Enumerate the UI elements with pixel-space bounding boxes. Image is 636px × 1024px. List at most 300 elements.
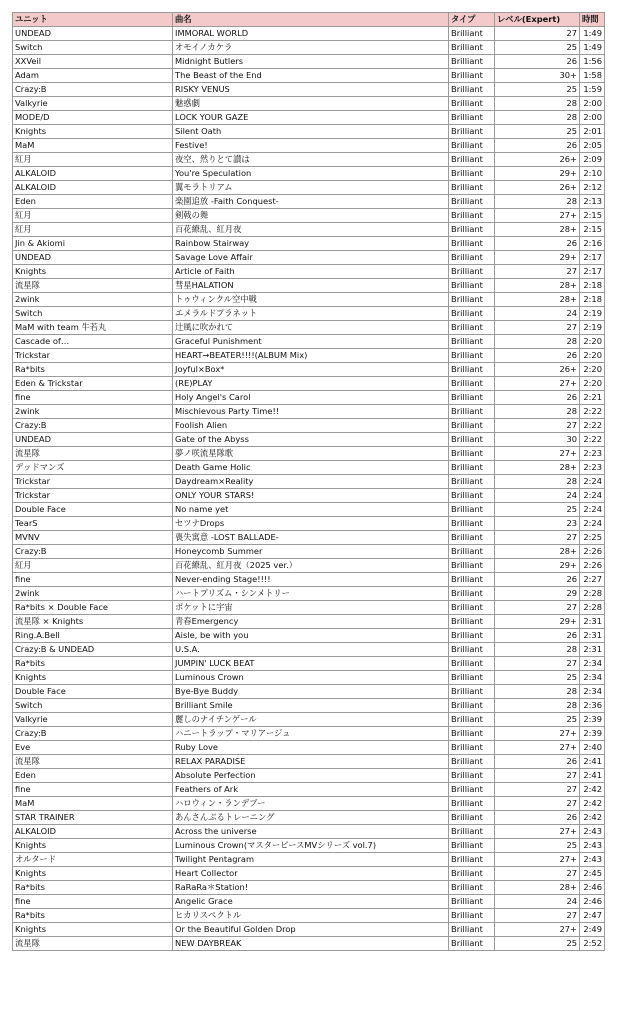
- cell-song[interactable]: ヒカリスペクトル: [173, 909, 449, 923]
- cell-type[interactable]: Brilliant: [449, 223, 495, 237]
- header-type[interactable]: タイプ: [449, 13, 495, 27]
- cell-unit[interactable]: UNDEAD: [13, 251, 173, 265]
- cell-time[interactable]: 2:42: [580, 797, 605, 811]
- cell-song[interactable]: 辻風に吹かれて: [173, 321, 449, 335]
- header-time[interactable]: 時間: [580, 13, 605, 27]
- cell-unit[interactable]: ALKALOID: [13, 167, 173, 181]
- cell-level[interactable]: 29+: [495, 251, 580, 265]
- cell-song[interactable]: ONLY YOUR STARS!: [173, 489, 449, 503]
- cell-type[interactable]: Brilliant: [449, 727, 495, 741]
- cell-type[interactable]: Brilliant: [449, 293, 495, 307]
- cell-unit[interactable]: Adam: [13, 69, 173, 83]
- cell-song[interactable]: ハロウィン・ランデブー: [173, 797, 449, 811]
- cell-time[interactable]: 2:22: [580, 433, 605, 447]
- cell-time[interactable]: 2:27: [580, 573, 605, 587]
- cell-type[interactable]: Brilliant: [449, 895, 495, 909]
- cell-unit[interactable]: Double Face: [13, 685, 173, 699]
- cell-song[interactable]: The Beast of the End: [173, 69, 449, 83]
- cell-level[interactable]: 24: [495, 307, 580, 321]
- cell-level[interactable]: 26: [495, 55, 580, 69]
- cell-time[interactable]: 1:49: [580, 27, 605, 41]
- cell-level[interactable]: 27: [495, 601, 580, 615]
- cell-unit[interactable]: Switch: [13, 41, 173, 55]
- cell-time[interactable]: 2:47: [580, 909, 605, 923]
- cell-time[interactable]: 2:21: [580, 391, 605, 405]
- cell-level[interactable]: 28+: [495, 881, 580, 895]
- cell-type[interactable]: Brilliant: [449, 209, 495, 223]
- cell-song[interactable]: Twilight Pentagram: [173, 853, 449, 867]
- cell-type[interactable]: Brilliant: [449, 587, 495, 601]
- cell-song[interactable]: Absolute Perfection: [173, 769, 449, 783]
- cell-unit[interactable]: MaM: [13, 797, 173, 811]
- cell-type[interactable]: Brilliant: [449, 125, 495, 139]
- cell-time[interactable]: 2:22: [580, 419, 605, 433]
- cell-unit[interactable]: 紅月: [13, 153, 173, 167]
- cell-time[interactable]: 2:52: [580, 937, 605, 951]
- cell-unit[interactable]: ALKALOID: [13, 825, 173, 839]
- cell-song[interactable]: Or the Beautiful Golden Drop: [173, 923, 449, 937]
- cell-level[interactable]: 30+: [495, 69, 580, 83]
- cell-level[interactable]: 24: [495, 895, 580, 909]
- cell-level[interactable]: 26+: [495, 153, 580, 167]
- cell-time[interactable]: 2:23: [580, 461, 605, 475]
- cell-type[interactable]: Brilliant: [449, 615, 495, 629]
- cell-song[interactable]: ポケットに宇宙: [173, 601, 449, 615]
- cell-time[interactable]: 2:24: [580, 503, 605, 517]
- cell-type[interactable]: Brilliant: [449, 713, 495, 727]
- cell-unit[interactable]: 流星隊: [13, 447, 173, 461]
- cell-time[interactable]: 2:31: [580, 643, 605, 657]
- cell-type[interactable]: Brilliant: [449, 377, 495, 391]
- cell-type[interactable]: Brilliant: [449, 195, 495, 209]
- cell-time[interactable]: 2:20: [580, 363, 605, 377]
- cell-type[interactable]: Brilliant: [449, 251, 495, 265]
- header-unit[interactable]: ユニット: [13, 13, 173, 27]
- cell-unit[interactable]: Trickstar: [13, 349, 173, 363]
- cell-level[interactable]: 27+: [495, 825, 580, 839]
- cell-song[interactable]: Graceful Punishment: [173, 335, 449, 349]
- cell-unit[interactable]: ALKALOID: [13, 181, 173, 195]
- cell-time[interactable]: 2:12: [580, 181, 605, 195]
- cell-song[interactable]: HEART→BEATER!!!!(ALBUM Mix): [173, 349, 449, 363]
- cell-level[interactable]: 29: [495, 587, 580, 601]
- cell-type[interactable]: Brilliant: [449, 139, 495, 153]
- cell-level[interactable]: 29+: [495, 559, 580, 573]
- cell-unit[interactable]: Eden: [13, 195, 173, 209]
- cell-song[interactable]: Never-ending Stage!!!!: [173, 573, 449, 587]
- cell-type[interactable]: Brilliant: [449, 517, 495, 531]
- cell-unit[interactable]: Trickstar: [13, 475, 173, 489]
- cell-time[interactable]: 2:17: [580, 265, 605, 279]
- cell-level[interactable]: 28: [495, 111, 580, 125]
- cell-unit[interactable]: 紅月: [13, 209, 173, 223]
- cell-level[interactable]: 27: [495, 797, 580, 811]
- cell-type[interactable]: Brilliant: [449, 545, 495, 559]
- cell-type[interactable]: Brilliant: [449, 419, 495, 433]
- cell-song[interactable]: 喪失寓意 -LOST BALLADE-: [173, 531, 449, 545]
- cell-unit[interactable]: Eve: [13, 741, 173, 755]
- cell-song[interactable]: 翼モラトリアム: [173, 181, 449, 195]
- cell-level[interactable]: 28: [495, 699, 580, 713]
- cell-level[interactable]: 28: [495, 405, 580, 419]
- cell-unit[interactable]: UNDEAD: [13, 27, 173, 41]
- cell-level[interactable]: 28: [495, 335, 580, 349]
- cell-unit[interactable]: 2wink: [13, 405, 173, 419]
- cell-level[interactable]: 28: [495, 97, 580, 111]
- cell-song[interactable]: Across the universe: [173, 825, 449, 839]
- cell-time[interactable]: 2:39: [580, 727, 605, 741]
- cell-song[interactable]: Honeycomb Summer: [173, 545, 449, 559]
- cell-song[interactable]: Silent Oath: [173, 125, 449, 139]
- cell-level[interactable]: 28+: [495, 293, 580, 307]
- cell-type[interactable]: Brilliant: [449, 657, 495, 671]
- cell-level[interactable]: 27+: [495, 741, 580, 755]
- cell-time[interactable]: 1:56: [580, 55, 605, 69]
- cell-song[interactable]: Luminous Crown: [173, 671, 449, 685]
- cell-time[interactable]: 2:01: [580, 125, 605, 139]
- cell-song[interactable]: Aisle, be with you: [173, 629, 449, 643]
- cell-type[interactable]: Brilliant: [449, 475, 495, 489]
- cell-unit[interactable]: 2wink: [13, 587, 173, 601]
- cell-unit[interactable]: fine: [13, 783, 173, 797]
- cell-time[interactable]: 2:25: [580, 531, 605, 545]
- cell-type[interactable]: Brilliant: [449, 237, 495, 251]
- cell-type[interactable]: Brilliant: [449, 307, 495, 321]
- cell-type[interactable]: Brilliant: [449, 41, 495, 55]
- cell-type[interactable]: Brilliant: [449, 279, 495, 293]
- cell-type[interactable]: Brilliant: [449, 363, 495, 377]
- cell-song[interactable]: オモイノカケラ: [173, 41, 449, 55]
- cell-unit[interactable]: Knights: [13, 839, 173, 853]
- cell-song[interactable]: Feathers of Ark: [173, 783, 449, 797]
- cell-time[interactable]: 2:20: [580, 377, 605, 391]
- cell-time[interactable]: 2:31: [580, 615, 605, 629]
- cell-level[interactable]: 26: [495, 139, 580, 153]
- cell-level[interactable]: 30: [495, 433, 580, 447]
- cell-type[interactable]: Brilliant: [449, 601, 495, 615]
- cell-unit[interactable]: UNDEAD: [13, 433, 173, 447]
- cell-time[interactable]: 2:41: [580, 755, 605, 769]
- cell-unit[interactable]: fine: [13, 895, 173, 909]
- cell-level[interactable]: 27: [495, 419, 580, 433]
- cell-level[interactable]: 25: [495, 671, 580, 685]
- cell-type[interactable]: Brilliant: [449, 167, 495, 181]
- cell-time[interactable]: 2:26: [580, 545, 605, 559]
- cell-type[interactable]: Brilliant: [449, 685, 495, 699]
- cell-level[interactable]: 27: [495, 321, 580, 335]
- cell-unit[interactable]: Ra*bits: [13, 363, 173, 377]
- cell-type[interactable]: Brilliant: [449, 391, 495, 405]
- cell-level[interactable]: 28+: [495, 545, 580, 559]
- cell-song[interactable]: Gate of the Abyss: [173, 433, 449, 447]
- cell-time[interactable]: 2:26: [580, 559, 605, 573]
- cell-song[interactable]: NEW DAYBREAK: [173, 937, 449, 951]
- cell-level[interactable]: 27: [495, 867, 580, 881]
- cell-song[interactable]: Brilliant Smile: [173, 699, 449, 713]
- cell-time[interactable]: 2:24: [580, 489, 605, 503]
- cell-level[interactable]: 23: [495, 517, 580, 531]
- cell-level[interactable]: 25: [495, 713, 580, 727]
- cell-song[interactable]: 百花繚乱、紅月夜（2025 ver.）: [173, 559, 449, 573]
- cell-unit[interactable]: fine: [13, 391, 173, 405]
- cell-song[interactable]: Foolish Alien: [173, 419, 449, 433]
- cell-time[interactable]: 2:39: [580, 713, 605, 727]
- cell-type[interactable]: Brilliant: [449, 335, 495, 349]
- cell-unit[interactable]: Crazy:B: [13, 83, 173, 97]
- cell-unit[interactable]: Trickstar: [13, 489, 173, 503]
- cell-song[interactable]: Joyful×Box*: [173, 363, 449, 377]
- cell-song[interactable]: Holy Angel's Carol: [173, 391, 449, 405]
- cell-time[interactable]: 2:19: [580, 307, 605, 321]
- cell-time[interactable]: 2:20: [580, 335, 605, 349]
- cell-unit[interactable]: オルタード: [13, 853, 173, 867]
- cell-unit[interactable]: Eden & Trickstar: [13, 377, 173, 391]
- cell-unit[interactable]: Knights: [13, 867, 173, 881]
- cell-song[interactable]: Ruby Love: [173, 741, 449, 755]
- cell-level[interactable]: 27+: [495, 853, 580, 867]
- cell-time[interactable]: 2:09: [580, 153, 605, 167]
- cell-level[interactable]: 27+: [495, 209, 580, 223]
- cell-time[interactable]: 1:49: [580, 41, 605, 55]
- cell-level[interactable]: 27: [495, 657, 580, 671]
- header-level[interactable]: レベル(Expert): [495, 13, 580, 27]
- cell-unit[interactable]: Switch: [13, 699, 173, 713]
- cell-unit[interactable]: Knights: [13, 671, 173, 685]
- cell-time[interactable]: 2:49: [580, 923, 605, 937]
- cell-level[interactable]: 25: [495, 839, 580, 853]
- cell-time[interactable]: 2:00: [580, 97, 605, 111]
- cell-song[interactable]: Rainbow Stairway: [173, 237, 449, 251]
- cell-time[interactable]: 2:00: [580, 111, 605, 125]
- cell-level[interactable]: 28: [495, 643, 580, 657]
- cell-song[interactable]: Daydream×Reality: [173, 475, 449, 489]
- cell-song[interactable]: 楽園追放 -Faith Conquest-: [173, 195, 449, 209]
- cell-song[interactable]: Mischievous Party Time!!: [173, 405, 449, 419]
- cell-time[interactable]: 2:23: [580, 447, 605, 461]
- cell-type[interactable]: Brilliant: [449, 629, 495, 643]
- cell-song[interactable]: 剣戟の舞: [173, 209, 449, 223]
- cell-type[interactable]: Brilliant: [449, 825, 495, 839]
- cell-type[interactable]: Brilliant: [449, 769, 495, 783]
- cell-unit[interactable]: Jin & Akiomi: [13, 237, 173, 251]
- cell-type[interactable]: Brilliant: [449, 503, 495, 517]
- cell-time[interactable]: 2:40: [580, 741, 605, 755]
- cell-song[interactable]: 青春Emergency: [173, 615, 449, 629]
- cell-time[interactable]: 2:13: [580, 195, 605, 209]
- cell-song[interactable]: あんさんぶるトレーニング: [173, 811, 449, 825]
- cell-type[interactable]: Brilliant: [449, 643, 495, 657]
- cell-unit[interactable]: Switch: [13, 307, 173, 321]
- cell-time[interactable]: 2:28: [580, 587, 605, 601]
- cell-level[interactable]: 26+: [495, 363, 580, 377]
- cell-type[interactable]: Brilliant: [449, 909, 495, 923]
- cell-type[interactable]: Brilliant: [449, 531, 495, 545]
- cell-type[interactable]: Brilliant: [449, 783, 495, 797]
- cell-time[interactable]: 2:46: [580, 895, 605, 909]
- cell-level[interactable]: 27: [495, 909, 580, 923]
- cell-unit[interactable]: 2wink: [13, 293, 173, 307]
- cell-time[interactable]: 1:59: [580, 83, 605, 97]
- cell-level[interactable]: 25: [495, 503, 580, 517]
- cell-song[interactable]: RELAX PARADISE: [173, 755, 449, 769]
- cell-type[interactable]: Brilliant: [449, 881, 495, 895]
- cell-time[interactable]: 2:24: [580, 517, 605, 531]
- cell-type[interactable]: Brilliant: [449, 433, 495, 447]
- cell-unit[interactable]: XXVeil: [13, 55, 173, 69]
- cell-unit[interactable]: Ra*bits: [13, 909, 173, 923]
- cell-unit[interactable]: Crazy:B: [13, 727, 173, 741]
- cell-type[interactable]: Brilliant: [449, 671, 495, 685]
- cell-time[interactable]: 2:43: [580, 825, 605, 839]
- cell-song[interactable]: RISKY VENUS: [173, 83, 449, 97]
- cell-unit[interactable]: Ring.A.Bell: [13, 629, 173, 643]
- cell-type[interactable]: Brilliant: [449, 181, 495, 195]
- cell-unit[interactable]: Crazy:B & UNDEAD: [13, 643, 173, 657]
- cell-unit[interactable]: Valkyrie: [13, 713, 173, 727]
- cell-level[interactable]: 28+: [495, 223, 580, 237]
- cell-unit[interactable]: Double Face: [13, 503, 173, 517]
- cell-level[interactable]: 26+: [495, 181, 580, 195]
- cell-unit[interactable]: Ra*bits: [13, 881, 173, 895]
- cell-level[interactable]: 26: [495, 573, 580, 587]
- cell-type[interactable]: Brilliant: [449, 839, 495, 853]
- cell-level[interactable]: 28: [495, 475, 580, 489]
- cell-unit[interactable]: fine: [13, 573, 173, 587]
- cell-level[interactable]: 28+: [495, 279, 580, 293]
- cell-level[interactable]: 27: [495, 783, 580, 797]
- cell-song[interactable]: 魅惑劇: [173, 97, 449, 111]
- cell-unit[interactable]: Knights: [13, 125, 173, 139]
- cell-type[interactable]: Brilliant: [449, 853, 495, 867]
- cell-level[interactable]: 25: [495, 41, 580, 55]
- cell-time[interactable]: 2:18: [580, 293, 605, 307]
- cell-level[interactable]: 28: [495, 685, 580, 699]
- cell-type[interactable]: Brilliant: [449, 755, 495, 769]
- cell-time[interactable]: 2:05: [580, 139, 605, 153]
- cell-song[interactable]: 麗しのナイチンゲール: [173, 713, 449, 727]
- cell-level[interactable]: 29+: [495, 167, 580, 181]
- cell-type[interactable]: Brilliant: [449, 923, 495, 937]
- cell-unit[interactable]: Valkyrie: [13, 97, 173, 111]
- cell-time[interactable]: 2:45: [580, 867, 605, 881]
- cell-type[interactable]: Brilliant: [449, 405, 495, 419]
- cell-time[interactable]: 2:15: [580, 223, 605, 237]
- cell-unit[interactable]: STAR TRAINER: [13, 811, 173, 825]
- cell-song[interactable]: 夜空、然りとて讃は: [173, 153, 449, 167]
- cell-song[interactable]: Midnight Butlers: [173, 55, 449, 69]
- cell-unit[interactable]: 紅月: [13, 559, 173, 573]
- cell-level[interactable]: 28+: [495, 461, 580, 475]
- cell-song[interactable]: 百花繚乱、紅月夜: [173, 223, 449, 237]
- cell-level[interactable]: 27+: [495, 447, 580, 461]
- cell-unit[interactable]: 流星隊 × Knights: [13, 615, 173, 629]
- cell-time[interactable]: 2:20: [580, 349, 605, 363]
- cell-time[interactable]: 2:34: [580, 685, 605, 699]
- cell-unit[interactable]: 流星隊: [13, 755, 173, 769]
- cell-unit[interactable]: Knights: [13, 923, 173, 937]
- cell-song[interactable]: U.S.A.: [173, 643, 449, 657]
- cell-song[interactable]: 夢ノ咲流星隊歌: [173, 447, 449, 461]
- cell-song[interactable]: (RE)PLAY: [173, 377, 449, 391]
- cell-song[interactable]: You're Speculation: [173, 167, 449, 181]
- cell-time[interactable]: 2:19: [580, 321, 605, 335]
- header-song[interactable]: 曲名: [173, 13, 449, 27]
- cell-song[interactable]: Luminous Crown(マスターピースMVシリーズ vol.7): [173, 839, 449, 853]
- cell-type[interactable]: Brilliant: [449, 321, 495, 335]
- cell-song[interactable]: RaRaRa＊Station!: [173, 881, 449, 895]
- cell-unit[interactable]: MaM: [13, 139, 173, 153]
- cell-song[interactable]: 彗星HALATION: [173, 279, 449, 293]
- cell-time[interactable]: 2:43: [580, 839, 605, 853]
- cell-time[interactable]: 2:31: [580, 629, 605, 643]
- cell-song[interactable]: セツナDrops: [173, 517, 449, 531]
- cell-level[interactable]: 27+: [495, 377, 580, 391]
- cell-type[interactable]: Brilliant: [449, 741, 495, 755]
- cell-time[interactable]: 2:43: [580, 853, 605, 867]
- cell-unit[interactable]: 紅月: [13, 223, 173, 237]
- cell-level[interactable]: 26: [495, 755, 580, 769]
- cell-unit[interactable]: MVNV: [13, 531, 173, 545]
- cell-type[interactable]: Brilliant: [449, 111, 495, 125]
- cell-time[interactable]: 2:22: [580, 405, 605, 419]
- cell-level[interactable]: 28: [495, 195, 580, 209]
- cell-unit[interactable]: 流星隊: [13, 279, 173, 293]
- cell-type[interactable]: Brilliant: [449, 811, 495, 825]
- cell-type[interactable]: Brilliant: [449, 97, 495, 111]
- cell-song[interactable]: Heart Collector: [173, 867, 449, 881]
- cell-time[interactable]: 2:24: [580, 475, 605, 489]
- cell-level[interactable]: 27+: [495, 923, 580, 937]
- cell-song[interactable]: Festive!: [173, 139, 449, 153]
- cell-time[interactable]: 2:42: [580, 783, 605, 797]
- cell-song[interactable]: JUMPIN' LUCK BEAT: [173, 657, 449, 671]
- cell-level[interactable]: 26: [495, 237, 580, 251]
- cell-time[interactable]: 1:58: [580, 69, 605, 83]
- cell-level[interactable]: 25: [495, 125, 580, 139]
- cell-level[interactable]: 29+: [495, 615, 580, 629]
- cell-song[interactable]: ハニートラップ・マリアージュ: [173, 727, 449, 741]
- cell-time[interactable]: 2:36: [580, 699, 605, 713]
- cell-type[interactable]: Brilliant: [449, 559, 495, 573]
- cell-time[interactable]: 2:42: [580, 811, 605, 825]
- cell-level[interactable]: 27: [495, 27, 580, 41]
- cell-type[interactable]: Brilliant: [449, 461, 495, 475]
- cell-unit[interactable]: Crazy:B: [13, 419, 173, 433]
- cell-unit[interactable]: MODE/D: [13, 111, 173, 125]
- cell-type[interactable]: Brilliant: [449, 69, 495, 83]
- cell-unit[interactable]: Cascade of…: [13, 335, 173, 349]
- cell-level[interactable]: 27: [495, 265, 580, 279]
- cell-time[interactable]: 2:41: [580, 769, 605, 783]
- cell-level[interactable]: 27: [495, 769, 580, 783]
- cell-song[interactable]: Article of Faith: [173, 265, 449, 279]
- cell-type[interactable]: Brilliant: [449, 447, 495, 461]
- cell-time[interactable]: 2:34: [580, 671, 605, 685]
- cell-unit[interactable]: TearS: [13, 517, 173, 531]
- cell-time[interactable]: 2:34: [580, 657, 605, 671]
- cell-level[interactable]: 26: [495, 391, 580, 405]
- cell-unit[interactable]: デッドマンズ: [13, 461, 173, 475]
- cell-song[interactable]: IMMORAL WORLD: [173, 27, 449, 41]
- cell-unit[interactable]: MaM with team 牛若丸: [13, 321, 173, 335]
- cell-time[interactable]: 2:15: [580, 209, 605, 223]
- cell-unit[interactable]: Ra*bits: [13, 657, 173, 671]
- cell-level[interactable]: 25: [495, 83, 580, 97]
- cell-type[interactable]: Brilliant: [449, 153, 495, 167]
- cell-type[interactable]: Brilliant: [449, 573, 495, 587]
- cell-type[interactable]: Brilliant: [449, 937, 495, 951]
- cell-unit[interactable]: Crazy:B: [13, 545, 173, 559]
